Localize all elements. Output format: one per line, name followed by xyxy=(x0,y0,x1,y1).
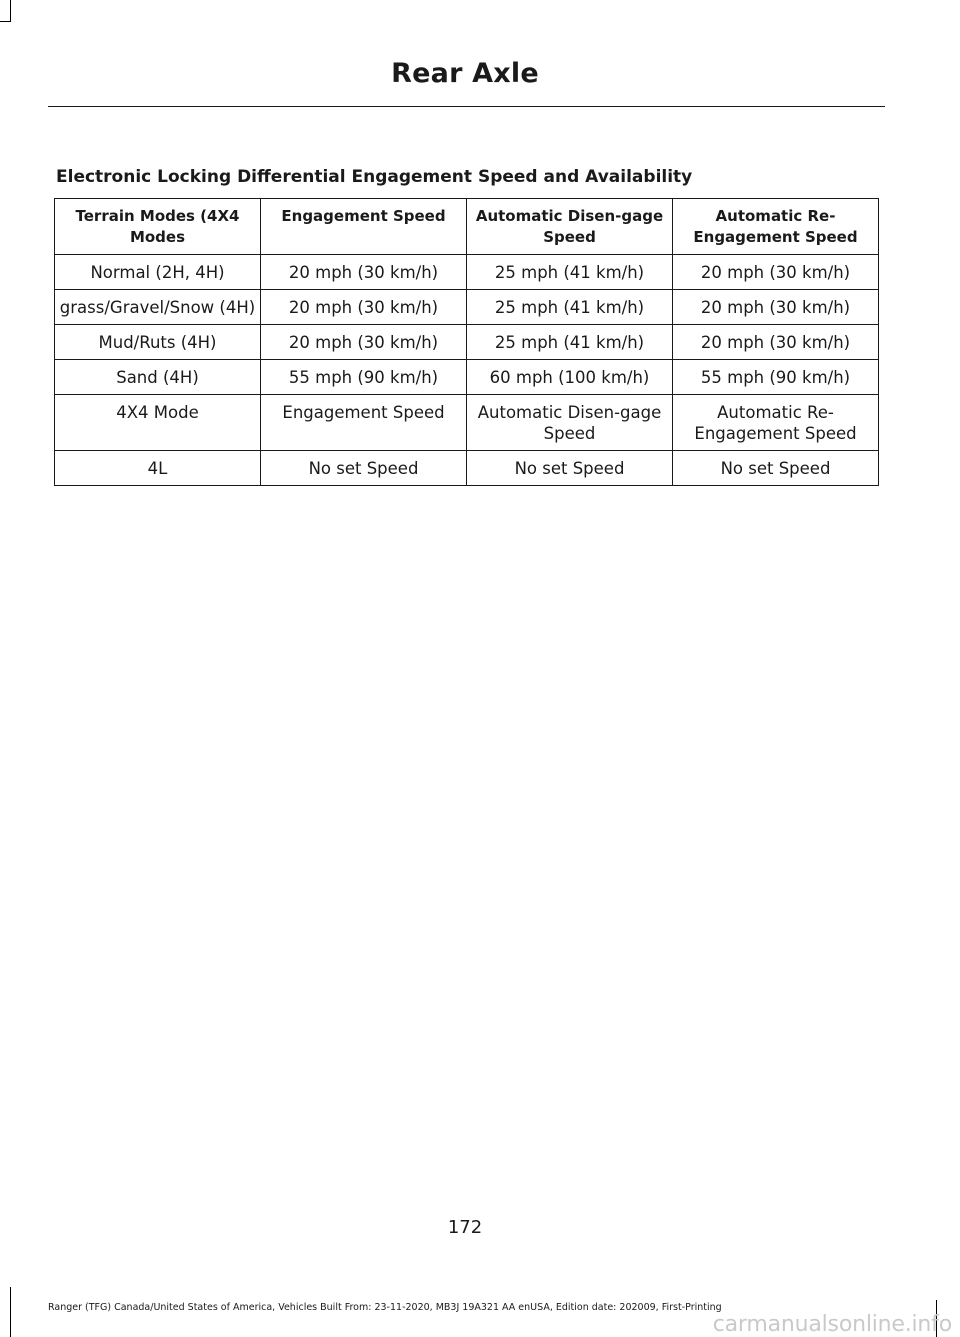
table-cell: 55 mph (90 km/h) xyxy=(261,360,467,395)
table-row xyxy=(55,255,879,290)
table-cell: 4X4 Mode xyxy=(55,395,261,451)
table-cell: Automatic Re-Engagement Speed xyxy=(673,395,879,451)
table-cell: No set Speed xyxy=(261,451,467,486)
table-header-row xyxy=(55,199,879,255)
page-number: 172 xyxy=(447,1217,483,1238)
table-cell: 55 mph (90 km/h) xyxy=(673,360,879,395)
header-cell-engagement-speed: Engagement Speed xyxy=(261,199,467,255)
table-cell: No set Speed xyxy=(673,451,879,486)
table-cell: 25 mph (41 km/h) xyxy=(467,290,673,325)
table-cell: grass/Gravel/Snow (4H) xyxy=(55,290,261,325)
table-row xyxy=(55,290,879,325)
title-divider xyxy=(48,106,885,107)
watermark: carmanualsonline.info xyxy=(712,1312,952,1337)
table-cell: 20 mph (30 km/h) xyxy=(261,290,467,325)
table-row xyxy=(55,360,879,395)
crop-mark-bottom-left-v xyxy=(10,1287,11,1337)
crop-mark-top-left-v xyxy=(10,0,11,22)
table-cell: 4L xyxy=(55,451,261,486)
table-row xyxy=(55,325,879,360)
table-cell: 20 mph (30 km/h) xyxy=(261,325,467,360)
footer-text: Ranger (TFG) Canada/United States of America, Vehicles Built From: 23-11-2020, MB3J 19A321 AA enUSA, Edition date: 202009, First-Printing xyxy=(48,1302,722,1313)
table-cell: 20 mph (30 km/h) xyxy=(673,325,879,360)
table-cell: Normal (2H, 4H) xyxy=(55,255,261,290)
table-cell: 20 mph (30 km/h) xyxy=(673,255,879,290)
table-cell: No set Speed xyxy=(467,451,673,486)
table-row xyxy=(55,451,879,486)
table-cell: Mud/Ruts (4H) xyxy=(55,325,261,360)
table-cell: 60 mph (100 km/h) xyxy=(467,360,673,395)
section-heading: Electronic Locking Differential Engagement Speed and Availability xyxy=(56,167,693,187)
table-row xyxy=(55,395,879,451)
table-cell: Automatic Disen-gage Speed xyxy=(467,395,673,451)
table-cell: 25 mph (41 km/h) xyxy=(467,325,673,360)
table-cell: Engagement Speed xyxy=(261,395,467,451)
header-cell-automatic-reengagement-speed: Automatic Re-Engagement Speed xyxy=(673,199,879,255)
header-cell-terrain-modes: Terrain Modes (4X4 Modes xyxy=(55,199,261,255)
header-cell-automatic-disengage-speed: Automatic Disen-gage Speed xyxy=(467,199,673,255)
page-title: Rear Axle xyxy=(391,58,539,89)
crop-mark-top-left-h xyxy=(0,21,11,22)
engagement-speed-table xyxy=(54,198,879,486)
table-cell: 25 mph (41 km/h) xyxy=(467,255,673,290)
table-cell: Sand (4H) xyxy=(55,360,261,395)
table-cell: 20 mph (30 km/h) xyxy=(673,290,879,325)
table-cell: 20 mph (30 km/h) xyxy=(261,255,467,290)
